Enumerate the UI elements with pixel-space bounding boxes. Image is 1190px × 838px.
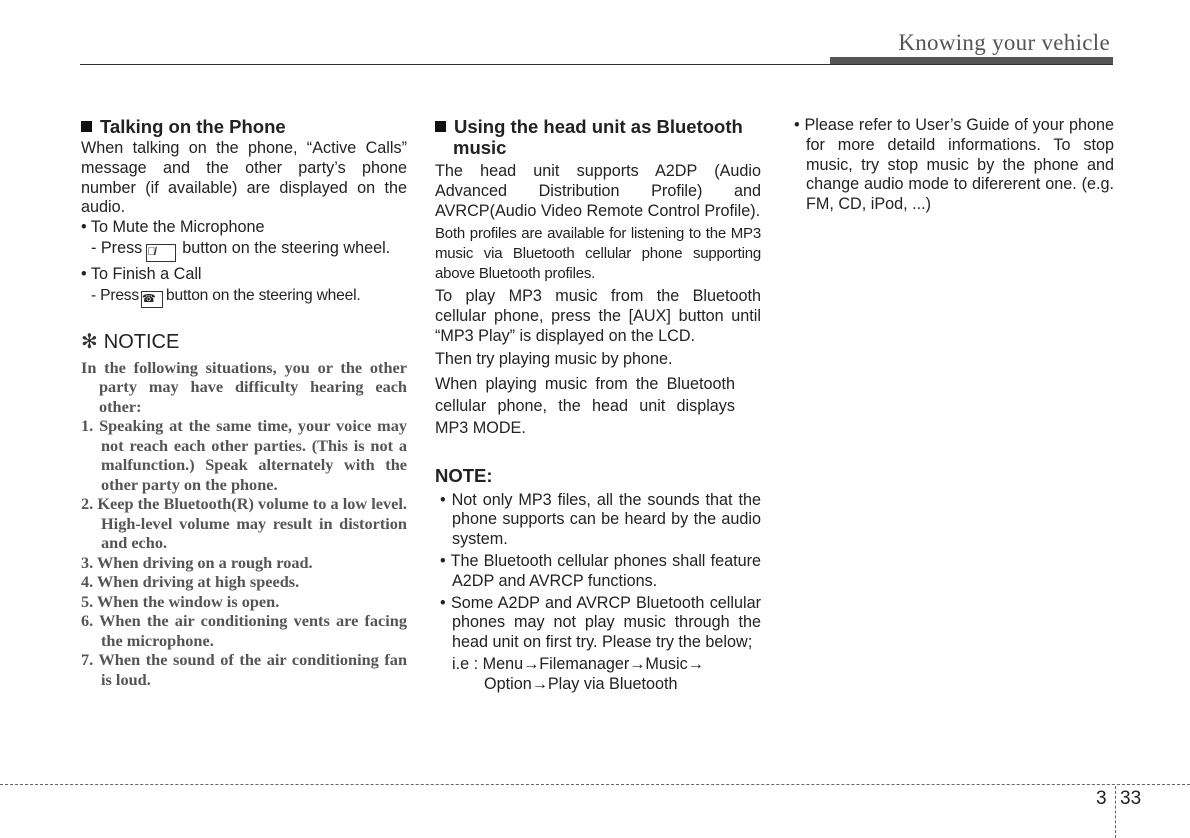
sub-item: - Press ☎ button on the steering wheel.: [81, 286, 407, 308]
notice-item: 4. When driving at high speeds.: [81, 572, 300, 592]
notice-item: 1. Speaking at the same time, your voice may not reach each other parties. (This is not a malfunction.) Speak alternately with the other party on the phone.: [81, 416, 407, 494]
note-item: • Not only MP3 files, all the sounds that the phone supports can be heard by the audio system.: [440, 490, 761, 549]
header-accent-bar: [830, 57, 1113, 64]
section-heading: Using the head unit as Bluetooth music: [435, 116, 761, 158]
section-number: 3: [1096, 788, 1107, 809]
menu-path-continued: Option→Play via Bluetooth: [484, 674, 678, 693]
section-heading: Talking on the Phone: [81, 116, 407, 137]
note-item: • The Bluetooth cellular phones shall feature A2DP and AVRCP functions.: [440, 551, 761, 590]
square-bullet-icon: [81, 121, 92, 132]
square-bullet-icon: [435, 121, 446, 132]
paragraph: Both profiles are available for listening to the MP3 music via Bluetooth cellular phone supporting above Bluetooth profiles.: [435, 225, 761, 283]
notice-heading: ✻ NOTICE: [81, 330, 180, 353]
paragraph: To play MP3 music from the Bluetooth cellular phone, press the [AUX] button until “MP3 Play” is displayed on the LCD.: [435, 287, 761, 345]
paragraph: Then try playing music by phone.: [435, 349, 673, 368]
page-number: 33: [1120, 788, 1142, 809]
running-header: Knowing your vehicle: [898, 30, 1110, 55]
notice-item: 3. When driving on a rough road.: [81, 552, 313, 572]
notice-item: 5. When the window is open.: [81, 591, 280, 611]
mute-button-icon: 🎙̸: [146, 244, 176, 262]
notice-item: 6. When the air conditioning vents are facing the microphone.: [81, 611, 407, 650]
notice-item: 2. Keep the Bluetooth(R) volume to a low level. High-level volume may result in distortion and echo.: [81, 494, 407, 553]
paragraph: The head unit supports A2DP (Audio Advanced Distribution Profile) and AVRCP(Audio Video Remote Control Profile).: [435, 162, 761, 220]
column-3: [794, 116, 1114, 217]
phone-end-button-icon: ☎: [141, 291, 163, 308]
bullet-item: • To Finish a Call: [81, 264, 202, 283]
bullet-item: • To Mute the Microphone: [81, 218, 265, 237]
paragraph: When playing music from the Bluetooth cellular phone, the head unit displays MP3 MODE.: [435, 374, 735, 437]
notice-intro: In the following situations, you or the other party may have difficulty hearing each other:: [81, 357, 407, 416]
header-rule: [80, 64, 1113, 65]
notice-item: 7. When the sound of the air conditioning fan is loud.: [81, 650, 407, 689]
sub-item: - Press 🎙̸ button on the steering wheel.: [81, 239, 407, 262]
paragraph: When talking on the phone, “Active Calls” message and the other party’s phone number (if available) are displayed on the audio.: [81, 139, 407, 217]
footer-vertical-divider: [1115, 786, 1116, 838]
column-1: [81, 116, 407, 689]
menu-path: i.e : Menu→Filemanager→Music→: [452, 654, 704, 673]
note-item: • Some A2DP and AVRCP Bluetooth cellular phones may not play music through the head unit on first try. Please try the below;: [440, 593, 761, 652]
asterisk-icon: ✻: [81, 330, 98, 353]
footer-dashed-rule: [0, 784, 1190, 785]
column-2: [435, 116, 761, 695]
note-heading: NOTE:: [435, 464, 493, 486]
bullet-item: • Please refer to User’s Guide of your phone for more detaild informations. To stop music, try stop music by the phone and change audio mode to difererent one. (e.g. FM, CD, iPod, ...): [794, 116, 1114, 214]
